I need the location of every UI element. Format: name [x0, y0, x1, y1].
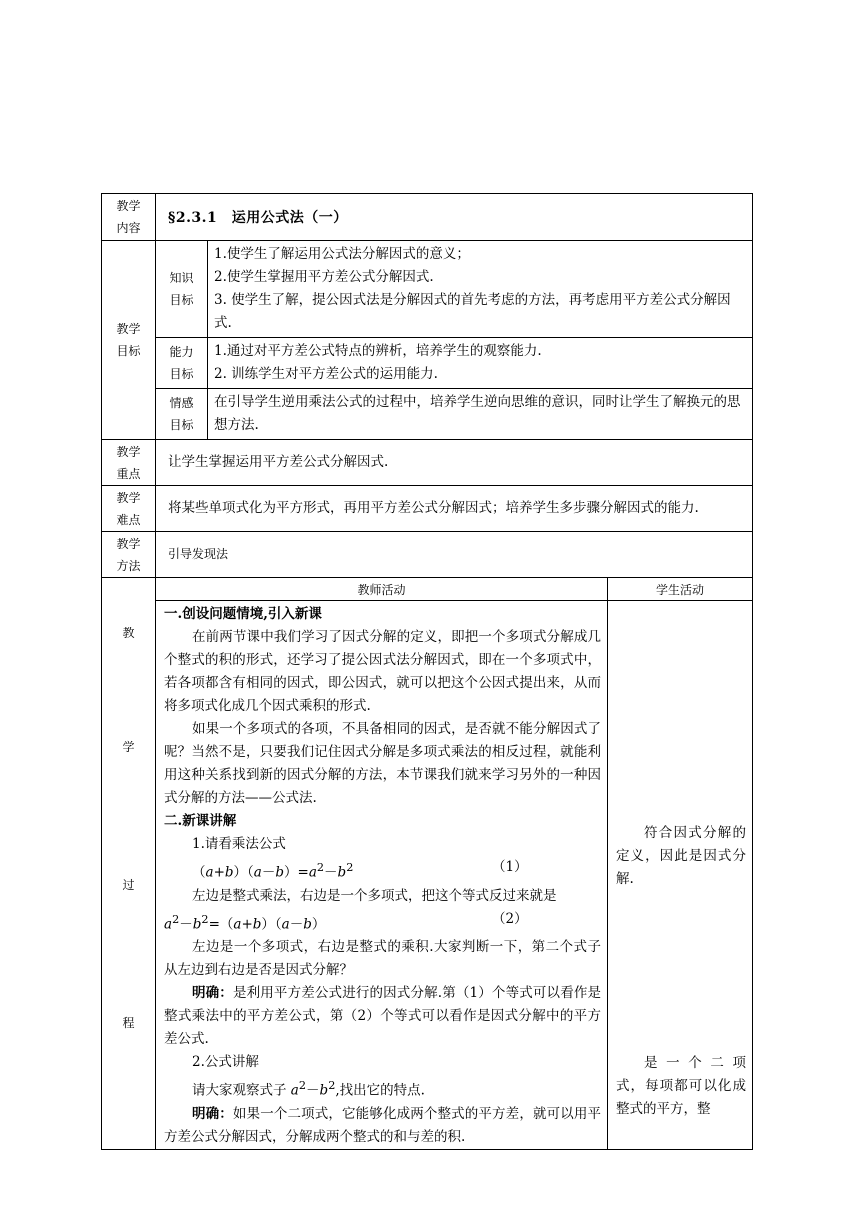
- student-note-2: 是 一 个 二 项式，每项都可以化成整式的平方，整: [616, 1055, 746, 1117]
- content-label: 教学 内容: [102, 194, 156, 241]
- key-label: 教学 重点: [102, 440, 156, 486]
- equation-2: $a^2-b^2=(a+b)(a-b)$ （2）: [164, 908, 601, 937]
- difficulty-label: 教学 难点: [102, 486, 156, 532]
- student-activity: [608, 601, 753, 1150]
- process-label: 教 学 过 程: [102, 578, 156, 1150]
- section-2-heading: 二.新课讲解: [164, 813, 237, 829]
- section-1-paragraph-1: 在前两节课中我们学习了因式分解的定义，即把一个多项式分解成几个整式的积的形式，还学习了提公因式法分解因式，即在一个多项式中，若各项都含有相同的因式，即公因式，就可以把这个公因式提出来，从而将多项式化成几个因式乘积的形式.: [164, 629, 601, 714]
- section-1-heading: 一.创设问题情境,引入新课: [164, 606, 322, 622]
- section-2-sub-1: 1.请看乘法公式: [192, 836, 286, 852]
- knowledge-label: 知识 目标: [156, 241, 208, 338]
- method-label: 教学 方法: [102, 532, 156, 578]
- difficulty-point: 将某些单项式化为平方形式，再用平方差公式分解因式；培养学生多步骤分解因式的能力.: [156, 486, 753, 532]
- teaching-method: 引导发现法: [156, 532, 753, 578]
- section-2-sub-2: 2.公式讲解: [192, 1054, 259, 1070]
- section-2-paragraph-2: 左边是一个多项式，右边是整式的乘积.大家判断一下，第二个式子从左边到右边是否是因式分解？: [164, 939, 601, 978]
- clarify-1: 明确：是利用平方差公式进行的因式分解.第（1）个等式可以看作是整式乘法中的平方差公式，第（2）个等式可以看作是因式分解中的平方差公式.: [164, 985, 601, 1047]
- knowledge-goals: 1.使学生了解运用公式法分解因式的意义； 2.使学生掌握用平方差公式分解因式. 3. 使学生了解，提公因式法是分解因式的首先考虑的方法，再考虑用平方差公式分解因式.: [208, 241, 753, 338]
- student-activity-header: 学生活动: [608, 578, 753, 601]
- equation-1: $(a+b)(a-b)=a^2-b^2$ （1）: [164, 856, 601, 885]
- lesson-plan-table: [101, 193, 753, 1150]
- goals-label: 教学 目标: [102, 241, 156, 440]
- section-2-paragraph-1: 左边是整式乘法，右边是一个多项式，把这个等式反过来就是: [192, 887, 557, 904]
- observe-text: 请大家观察式子 $a^2-b^2$,找出它的特点.: [192, 1079, 425, 1099]
- key-point: 让学生掌握运用平方差公式分解因式.: [156, 440, 753, 486]
- emotion-label: 情感 目标: [156, 389, 208, 440]
- lesson-title: §2.3.1 运用公式法（一）: [156, 194, 753, 241]
- teacher-activity-header: 教师活动: [156, 578, 608, 601]
- equation-2-number: （2）: [492, 910, 528, 927]
- teacher-activity: [156, 601, 608, 1150]
- student-note-1: 符合因式分解的定义，因此是因式分解.: [616, 825, 746, 887]
- equation-1-number: （1）: [492, 859, 528, 875]
- clarify-2: 明确：如果一个二项式，它能够化成两个整式的平方差，就可以用平方差公式分解因式，分解成两个整式的和与差的积.: [164, 1105, 602, 1145]
- emotion-goals: 在引导学生逆用乘法公式的过程中，培养学生逆向思维的意识，同时让学生了解换元的思想方法.: [208, 389, 753, 440]
- ability-label: 能力 目标: [156, 338, 208, 389]
- ability-goals: 1.通过对平方差公式特点的辨析，培养学生的观察能力. 2. 训练学生对平方差公式的运用能力.: [208, 338, 753, 389]
- section-1-paragraph-2: 如果一个多项式的各项，不具备相同的因式，是否就不能分解因式了呢？当然不是，只要我们记住因式分解是多项式乘法的相反过程，就能利用这种关系找到新的因式分解的方法，本节课我们就来学习另外的一种因式分解的方法——公式法.: [164, 721, 601, 806]
